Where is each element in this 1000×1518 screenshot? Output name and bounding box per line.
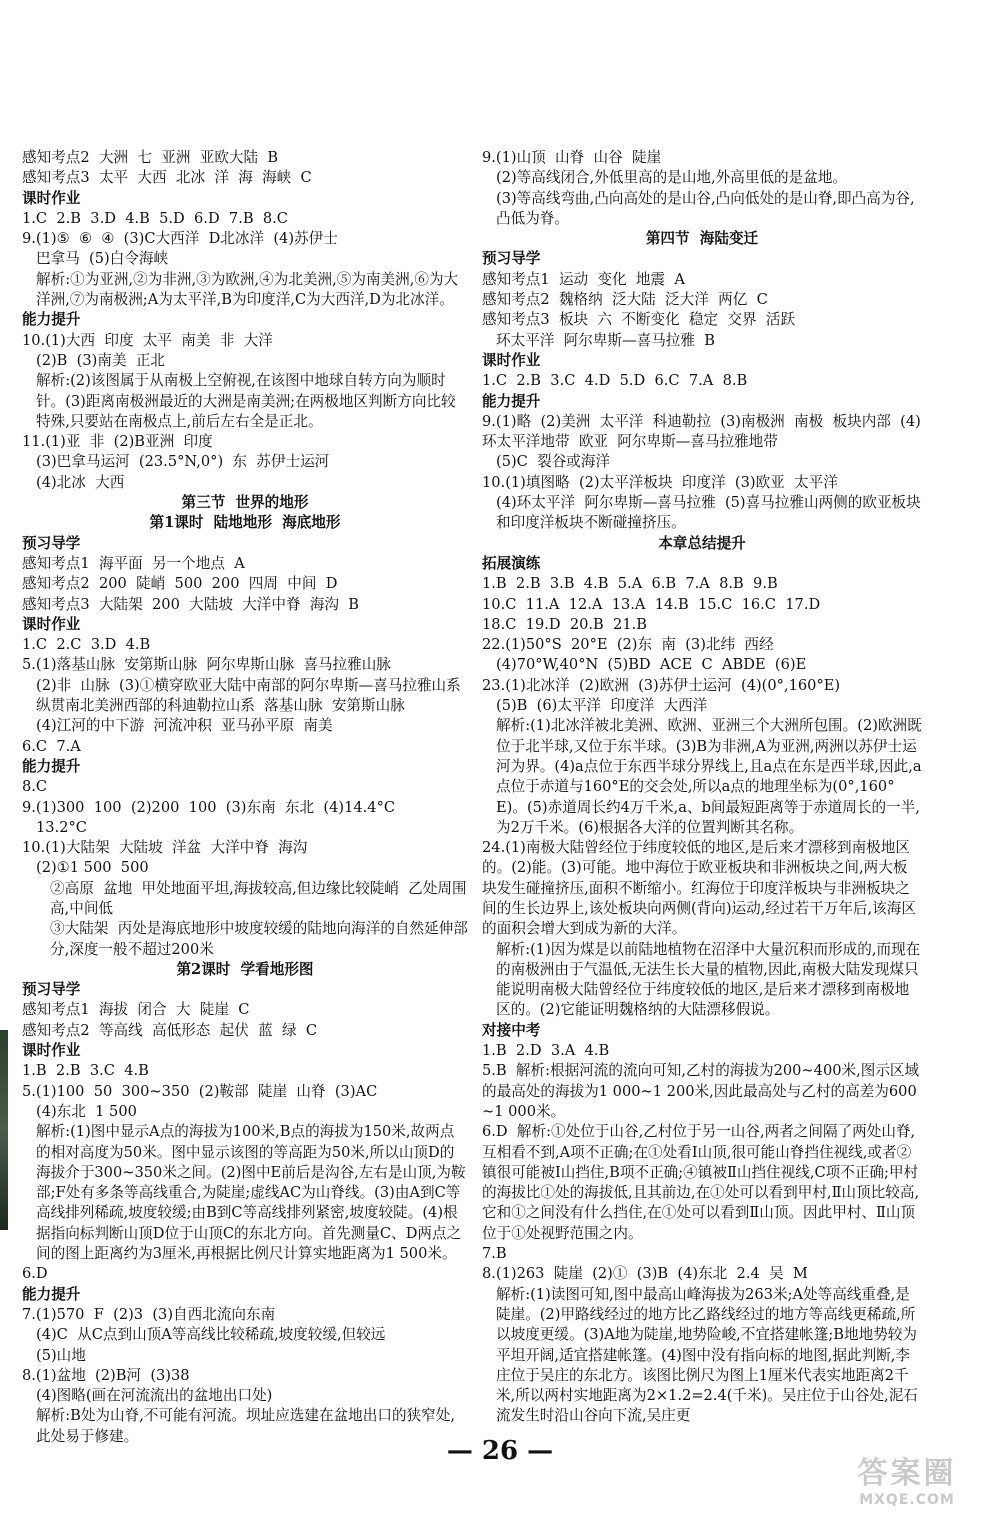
right-column — [482, 148, 922, 1427]
section-title: 第四节 海陆变迁 — [645, 230, 759, 248]
answer-line: 感知考点2 大洲 七 亚洲 亚欧大陆 B — [22, 149, 279, 166]
answer-line: 感知考点3 板块 六 不断变化 稳定 交界 活跃 — [482, 311, 796, 329]
section-heading: 能力提升 — [22, 311, 81, 329]
answer-line: 8.(1)盆地 (2)B河 (3)38 — [22, 1366, 190, 1384]
answer-line: (4)70°W,40°N (5)BD ACE C ABDE (6)E — [496, 656, 807, 674]
answer-line: 13.2°C — [36, 818, 87, 836]
answer-line: 24.(1)南极大陆曾经位于纬度较低的地区,是后来才漂移到南极地区的。(2)能。(3)可能。地中海位于欧亚板块和非洲板块之间,两大板块发生碰撞挤压,面积不断缩小。红海位于印度洋板块与非洲板块之间的生长边界上,该处板块向两侧(背向)运动,经过若干万年后,该海区的面积会增大到成为新的大洋。 — [482, 839, 916, 938]
answer-line: (4)环太平洋 阿尔卑斯—喜马拉雅 (5)喜马拉雅山两侧的欧亚板块和印度洋板块不断碰撞挤压。 — [496, 494, 921, 532]
answer-line: 解析:①为亚洲,②为非洲,③为欧洲,④为北美洲,⑤为南美洲,⑥为大洋洲,⑦为南极洲;A为太平洋,B为印度洋,C为大西洋,D为北冰洋。 — [36, 270, 459, 309]
answer-line: 7.(1)570 F (2)3 (3)自西北流向东南 — [22, 1305, 276, 1323]
page-number: — 26 — — [446, 1436, 554, 1466]
answer-line: 9.(1)山顶 山脊 山谷 陡崖 — [482, 149, 662, 166]
section-title: 第2课时 学看地形图 — [176, 960, 314, 978]
answer-line: 10.(1)大西 印度 太平 南美 非 大洋 — [22, 331, 273, 349]
section-heading: 课时作业 — [482, 351, 541, 369]
answer-line: 感知考点2 等高线 高低形态 起伏 蓝 绿 C — [22, 1021, 318, 1039]
answer-line: (2)非 山脉 (3)①横穿欧亚大陆中南部的阿尔卑斯—喜马拉雅山系 纵贯南北美洲西部的科迪勒拉山系 落基山脉 安第斯山脉 — [36, 676, 471, 715]
answer-line: 1.B 2.B 3.C 4.B — [22, 1062, 149, 1080]
section-heading: 预习导学 — [22, 534, 81, 552]
section-heading: 课时作业 — [22, 615, 81, 633]
answer-line: 巴拿马 (5)白令海峡 — [36, 250, 169, 268]
answer-line: 23.(1)北冰洋 (2)欧洲 (3)苏伊士运河 (4)(0°,160°E) — [482, 676, 841, 694]
answer-line: 10.C 11.A 12.A 13.A 14.B 15.C 16.C 17.D — [482, 595, 821, 613]
answer-line: 10.(1)大陆架 大陆坡 洋盆 大洋中脊 海沟 — [22, 839, 308, 857]
answer-line: 11.(1)亚 非 (2)B亚洲 印度 — [22, 433, 213, 451]
watermark-logo — [822, 1448, 992, 1514]
answer-line: 6.D — [22, 1265, 48, 1283]
section-heading: 预习导学 — [482, 250, 541, 268]
answer-line: 感知考点2 魏格纳 泛大陆 泛大洋 两亿 C — [482, 291, 768, 309]
section-heading: 拓展演练 — [482, 554, 541, 572]
answer-line: 9.(1)300 100 (2)200 100 (3)东南 东北 (4)14.4°C — [22, 798, 396, 816]
answer-line: (2)①1 500 500 — [36, 859, 149, 877]
answer-line: 10.(1)填图略 (2)太平洋板块 印度洋 (3)欧亚 太平洋 — [482, 473, 838, 491]
answer-line: 7.B — [482, 1245, 507, 1263]
answer-line: 5.(1)落基山脉 安第斯山脉 阿尔卑斯山脉 喜马拉雅山脉 — [22, 656, 391, 674]
answer-line: 1.C 2.C 3.D 4.B — [22, 636, 151, 654]
answer-line: 解析:(1)读图可知,图中最高山峰海拔为263米;A处等高线重叠,是陡崖。(2)甲路线经过的地方比乙路线经过的地方等高线更稀疏,所以坡度更缓。(3)A地为陡崖,地势险峻,不宜搭建帐篷;B地地势较为平坦开阔,适宜搭建帐篷。(4)图中没有指向标的地图,据此判断,李庄位于吴庄的东北方。该图比例尺为图上1厘米代表实地距离2千米,所以两村实地距离为2×1.2=2.4(千米)。吴庄位于山谷处,泥石流发生时沿山谷向下流,吴庄更 — [496, 1285, 918, 1425]
answer-line: 22.(1)50°S 20°E (2)东 南 (3)北纬 西经 — [482, 636, 774, 654]
answer-line: 感知考点3 大陆架 200 大陆坡 大洋中脊 海沟 B — [22, 595, 360, 613]
answer-line: (4)C 从C点到山顶A等高线比较稀疏,坡度较缓,但较远 — [36, 1326, 386, 1344]
answer-line: (4)北冰 大西 — [36, 473, 125, 491]
section-heading: 能力提升 — [482, 392, 541, 410]
section-title: 第三节 世界的地形 — [181, 494, 309, 512]
answer-line: (4)江河的中下游 河流冲积 亚马孙平原 南美 — [36, 717, 333, 735]
answer-line: (5)C 裂谷或海洋 — [496, 453, 611, 471]
section-title: 本章总结提升 — [658, 534, 746, 552]
section-heading: 课时作业 — [22, 189, 81, 207]
answer-line: 9.(1)⑤ ⑥ ④ (3)C大西洋 D北冰洋 (4)苏伊士 — [22, 230, 338, 248]
answer-line: (2)等高线闭合,外低里高的是山地,外高里低的是盆地。 — [496, 169, 848, 187]
answer-line: 感知考点1 运动 变化 地震 A — [482, 270, 685, 288]
section-heading: 课时作业 — [22, 1042, 81, 1060]
answer-line: 1.C 2.B 3.C 4.D 5.D 6.C 7.A 8.B — [482, 372, 748, 390]
section-heading: 能力提升 — [22, 1285, 81, 1303]
answer-line: (3)等高线弯曲,凸向高处的是山谷,凸向低处的是山脊,即凸高为谷,凸低为脊。 — [496, 189, 915, 227]
answer-line: ③大陆架 丙处是海底地形中坡度较缓的陆地向海洋的自然延伸部分,深度一般不超过200米 — [50, 920, 468, 958]
answer-line: (2)B (3)南美 正北 — [36, 351, 165, 369]
answer-line: 9.(1)略 (2)美洲 太平洋 科迪勒拉 (3)南极洲 南极 板块内部 (4)环太平洋地带 欧亚 阿尔卑斯—喜马拉雅地带 — [482, 412, 921, 451]
section-heading: 对接中考 — [482, 1021, 541, 1039]
answer-line: (4)东北 1 500 — [36, 1102, 137, 1120]
answer-line: 6.C 7.A — [22, 737, 81, 755]
answer-line: 18.C 19.D 20.B 21.B — [482, 615, 647, 633]
answer-line: ②高原 盆地 甲处地面平坦,海拔较高,但边缘比较陡峭 乙处周围高,中间低 — [50, 879, 467, 917]
answer-line: 解析:(1)因为煤是以前陆地植物在沼泽中大量沉积而形成的,而现在的南极洲由于气温低,无法生长大量的植物,因此,南极大陆发现煤只能说明南极大陆曾经位于纬度较低的地区,是后来才漂移到南极地区的。(2)它能证明魏格纳的大陆漂移假说。 — [496, 940, 921, 1019]
answer-line: (3)巴拿马运河 (23.5°N,0°) 东 苏伊士运河 — [36, 453, 330, 471]
answer-line: 8.(1)263 陡崖 (2)① (3)B (4)东北 2.4 吴 M — [482, 1265, 808, 1283]
answer-line: 1.B 2.D 3.A 4.B — [482, 1042, 610, 1060]
answer-line: 感知考点3 太平 大西 北冰 洋 海 海峡 C — [22, 169, 312, 187]
section-title: 第1课时 陆地地形 海底地形 — [149, 514, 341, 532]
answer-line: 解析:(1)北冰洋被北美洲、欧洲、亚洲三个大洲所包围。(2)欧洲既位于北半球,又位于东半球。(3)B为非洲,A为亚洲,两洲以苏伊士运河为界。(4)a点位于东西半球分界线上,且a点在东是西半球,因此,a点位于赤道与160°E的交会处,所以a点的地理坐标为(0°,160°E)。(5)赤道周长约4万千米,a、b间最短距离等于赤道周长的一半,为2万千米。(6)根据各大洋的位置判断其名称。 — [496, 717, 922, 836]
answer-line: 1.B 2.B 3.B 4.B 5.A 6.B 7.A 8.B 9.B — [482, 575, 778, 593]
answer-line: 环太平洋 阿尔卑斯—喜马拉雅 B — [496, 331, 715, 349]
section-heading: 预习导学 — [22, 981, 81, 999]
answer-line: 解析:(2)该图属于从南极上空俯视,在该图中地球自转方向为顺时针。(3)距离南极洲最近的大洲是南美洲;在两极地区判断方向比较特殊,只要站在南极点上,前后左右全是正北。 — [36, 372, 456, 430]
answer-line: 解析:(1)图中显示A点的海拔为100米,B点的海拔为150米,故两点的相对高度为50米。图中显示该图的等高距为50米,所以山顶D的海拔介于300~350米之间。(2)图中E前后是沟谷,左右是山顶,为鞍部;F处有多条等高线重合,为陡崖;虚线AC为山脊线。(3)由A到C等高线排列稀疏,坡度较缓;由B到C等高线排列紧密,坡度较陡。(4)根据指向标判断山顶D位于山顶C的东北方向。首先测量C、D两点之间的图上距离约为3厘米,再根据比例尺计算实地距离为1 500米。 — [36, 1123, 466, 1263]
answer-line: 8.C — [22, 778, 48, 796]
left-column — [22, 148, 471, 1447]
watermark-url: MXQE.COM — [859, 1492, 955, 1508]
answer-line: 5.B 解析:根据河流的流向可知,乙村的海拔为200~400米,图示区域的最高处的海拔为1 000~1 200米,因此最高处与乙村的高差为600~1 000米。 — [482, 1062, 920, 1120]
answer-line: (5)B (6)太平洋 印度洋 大西洋 — [496, 697, 708, 715]
answer-line: 感知考点1 海平面 另一个地点 A — [22, 554, 245, 572]
answer-line: 感知考点1 海拔 闭合 大 陡崖 C — [22, 1001, 250, 1019]
answer-line: 6.D 解析:①处位于山谷,乙村位于另一山谷,两者之间隔了两处山脊,互相看不到,A项不正确;在①处看Ⅰ山顶,很可能山脊挡住视线,或者②镇很可能被Ⅰ山挡住,B项不正确;④镇被Ⅱ山挡住视线,C项不正确;甲村的海拔比①处的海拔低,且其前边,在①处可以看到甲村,Ⅱ山顶比较高,它和①之间没有什么挡住,在①处可以看到Ⅱ山顶。因此甲村、Ⅱ山顶位于①处视野范围之内。 — [482, 1123, 920, 1242]
answer-line: (5)山地 — [36, 1346, 86, 1364]
answer-line: 1.C 2.B 3.D 4.B 5.D 6.D 7.B 8.C — [22, 209, 288, 227]
answer-line: 感知考点2 200 陡峭 500 200 四周 中间 D — [22, 575, 338, 593]
answer-line: 解析:B处为山脊,不可能有河流。坝址应选建在盆地出口的狭窄处,此处易于修建。 — [36, 1407, 455, 1445]
section-heading: 能力提升 — [22, 757, 81, 775]
answer-line: 5.(1)100 50 300~350 (2)鞍部 陡崖 山脊 (3)AC — [22, 1082, 378, 1100]
page-edge-shadow — [0, 1030, 8, 1230]
answer-line: (4)图略(画在河流流出的盆地出口处) — [36, 1387, 273, 1405]
watermark-title: 答案圈 — [857, 1456, 957, 1491]
